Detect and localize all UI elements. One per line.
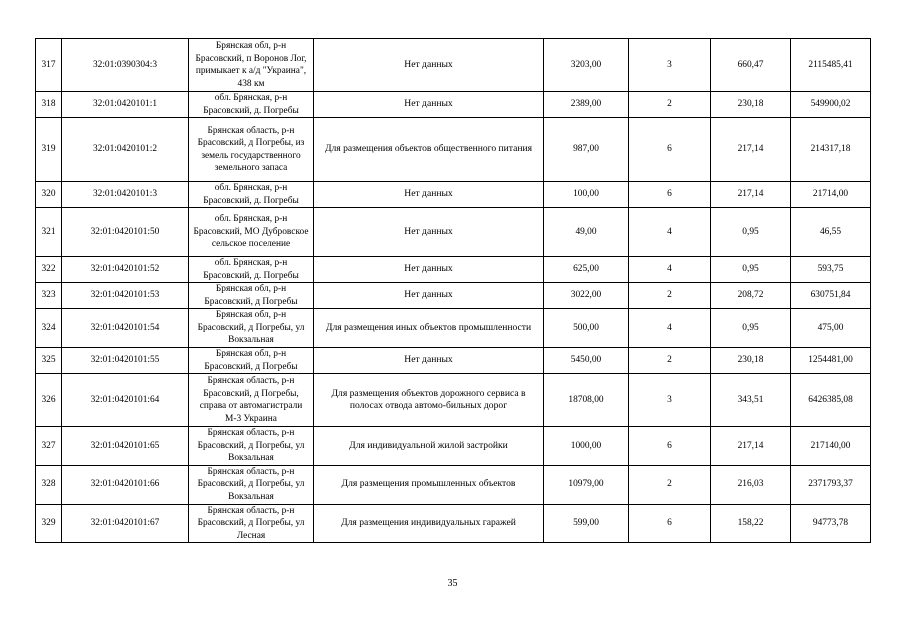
cadastral-number-cell: 32:01:0420101:52 — [62, 257, 189, 283]
permitted-use-cell: Для индивидуальной жилой застройки — [314, 427, 544, 466]
row-number-cell: 317 — [36, 39, 62, 92]
specific-value-cell: 230,18 — [711, 348, 791, 374]
cadastral-value-cell: 21714,00 — [791, 182, 871, 208]
table-row — [36, 257, 871, 283]
cadastral-value-cell: 6426385,08 — [791, 374, 871, 427]
cadastral-number-cell: 32:01:0420101:3 — [62, 182, 189, 208]
cadastral-number-cell: 32:01:0420101:64 — [62, 374, 189, 427]
permitted-use-cell: Нет данных — [314, 92, 544, 118]
permitted-use-cell: Нет данных — [314, 182, 544, 208]
group-cell: 4 — [629, 309, 711, 348]
specific-value-cell: 216,03 — [711, 465, 791, 504]
group-cell: 6 — [629, 118, 711, 182]
row-number-cell: 321 — [36, 208, 62, 257]
cadastral-value-cell: 94773,78 — [791, 504, 871, 543]
table-row — [36, 283, 871, 309]
permitted-use-cell: Для размещения промышленных объектов — [314, 465, 544, 504]
row-number-cell: 322 — [36, 257, 62, 283]
table-row — [36, 348, 871, 374]
area-cell: 5450,00 — [544, 348, 629, 374]
group-cell: 4 — [629, 257, 711, 283]
cadastral-number-cell: 32:01:0420101:65 — [62, 427, 189, 466]
cadastral-value-cell: 630751,84 — [791, 283, 871, 309]
group-cell: 2 — [629, 92, 711, 118]
group-cell: 4 — [629, 208, 711, 257]
address-cell: Брянская область, р-н Брасовский, д Погребы, ул Вокзальная — [189, 427, 314, 466]
area-cell: 987,00 — [544, 118, 629, 182]
address-cell: обл. Брянская, р-н Брасовский, д. Погребы — [189, 92, 314, 118]
address-cell: Брянская обл, р-н Брасовский, д Погребы — [189, 283, 314, 309]
cadastral-value-table — [35, 38, 871, 543]
table-row — [36, 182, 871, 208]
table-row — [36, 92, 871, 118]
specific-value-cell: 0,95 — [711, 208, 791, 257]
area-cell: 18708,00 — [544, 374, 629, 427]
group-cell: 2 — [629, 283, 711, 309]
area-cell: 625,00 — [544, 257, 629, 283]
address-cell: Брянская область, р-н Брасовский, д Погребы, из земель государственного земельного запаса — [189, 118, 314, 182]
table-row — [36, 504, 871, 543]
row-number-cell: 325 — [36, 348, 62, 374]
cadastral-value-cell: 475,00 — [791, 309, 871, 348]
address-cell: Брянская обл, р-н Брасовский, д Погребы — [189, 348, 314, 374]
address-cell: обл. Брянская, р-н Брасовский, д. Погребы — [189, 182, 314, 208]
specific-value-cell: 0,95 — [711, 309, 791, 348]
row-number-cell: 323 — [36, 283, 62, 309]
permitted-use-cell: Для размещения объектов дорожного сервиса в полосах отвода автомо-бильных дорог — [314, 374, 544, 427]
table-row — [36, 118, 871, 182]
cadastral-value-cell: 1254481,00 — [791, 348, 871, 374]
permitted-use-cell: Нет данных — [314, 348, 544, 374]
cadastral-number-cell: 32:01:0420101:50 — [62, 208, 189, 257]
permitted-use-cell: Нет данных — [314, 39, 544, 92]
table-row — [36, 465, 871, 504]
area-cell: 49,00 — [544, 208, 629, 257]
cadastral-number-cell: 32:01:0390304:3 — [62, 39, 189, 92]
address-cell: обл. Брянская, р-н Брасовский, д. Погребы — [189, 257, 314, 283]
cadastral-number-cell: 32:01:0420101:54 — [62, 309, 189, 348]
row-number-cell: 324 — [36, 309, 62, 348]
cadastral-value-cell: 217140,00 — [791, 427, 871, 466]
address-cell: Брянская область, р-н Брасовский, д Погребы, ул Вокзальная — [189, 465, 314, 504]
cadastral-number-cell: 32:01:0420101:53 — [62, 283, 189, 309]
specific-value-cell: 217,14 — [711, 118, 791, 182]
address-cell: Брянская обл, р-н Брасовский, д Погребы, ул Вокзальная — [189, 309, 314, 348]
specific-value-cell: 0,95 — [711, 257, 791, 283]
row-number-cell: 327 — [36, 427, 62, 466]
table-body — [36, 39, 871, 543]
permitted-use-cell: Нет данных — [314, 257, 544, 283]
area-cell: 599,00 — [544, 504, 629, 543]
group-cell: 6 — [629, 427, 711, 466]
cadastral-value-cell: 46,55 — [791, 208, 871, 257]
permitted-use-cell: Нет данных — [314, 208, 544, 257]
table-row — [36, 427, 871, 466]
cadastral-value-cell: 2115485,41 — [791, 39, 871, 92]
area-cell: 3022,00 — [544, 283, 629, 309]
address-cell: Брянская область, р-н Брасовский, д Погребы, ул Лесная — [189, 504, 314, 543]
area-cell: 2389,00 — [544, 92, 629, 118]
row-number-cell: 318 — [36, 92, 62, 118]
address-cell: Брянская область, р-н Брасовский, д Погребы, справа от автомагистрали М-3 Украина — [189, 374, 314, 427]
specific-value-cell: 158,22 — [711, 504, 791, 543]
table-row — [36, 39, 871, 92]
cadastral-number-cell: 32:01:0420101:67 — [62, 504, 189, 543]
group-cell: 2 — [629, 348, 711, 374]
row-number-cell: 319 — [36, 118, 62, 182]
address-cell: Брянская обл, р-н Брасовский, п Воронов Лог, примыкает к а/д "Украина", 438 км — [189, 39, 314, 92]
cadastral-number-cell: 32:01:0420101:2 — [62, 118, 189, 182]
cadastral-number-cell: 32:01:0420101:66 — [62, 465, 189, 504]
specific-value-cell: 230,18 — [711, 92, 791, 118]
area-cell: 500,00 — [544, 309, 629, 348]
table-row — [36, 309, 871, 348]
group-cell: 6 — [629, 504, 711, 543]
cadastral-number-cell: 32:01:0420101:55 — [62, 348, 189, 374]
address-cell: обл. Брянская, р-н Брасовский, МО Дубровское сельское поселение — [189, 208, 314, 257]
specific-value-cell: 208,72 — [711, 283, 791, 309]
row-number-cell: 320 — [36, 182, 62, 208]
area-cell: 10979,00 — [544, 465, 629, 504]
table-row — [36, 208, 871, 257]
cadastral-value-cell: 214317,18 — [791, 118, 871, 182]
specific-value-cell: 660,47 — [711, 39, 791, 92]
group-cell: 6 — [629, 182, 711, 208]
area-cell: 100,00 — [544, 182, 629, 208]
group-cell: 3 — [629, 39, 711, 92]
row-number-cell: 326 — [36, 374, 62, 427]
group-cell: 3 — [629, 374, 711, 427]
area-cell: 1000,00 — [544, 427, 629, 466]
permitted-use-cell: Для размещения индивидуальных гаражей — [314, 504, 544, 543]
permitted-use-cell: Нет данных — [314, 283, 544, 309]
cadastral-value-cell: 593,75 — [791, 257, 871, 283]
table-row — [36, 374, 871, 427]
cadastral-value-cell: 2371793,37 — [791, 465, 871, 504]
specific-value-cell: 343,51 — [711, 374, 791, 427]
permitted-use-cell: Для размещения иных объектов промышленности — [314, 309, 544, 348]
area-cell: 3203,00 — [544, 39, 629, 92]
row-number-cell: 329 — [36, 504, 62, 543]
specific-value-cell: 217,14 — [711, 182, 791, 208]
row-number-cell: 328 — [36, 465, 62, 504]
permitted-use-cell: Для размещения объектов общественного питания — [314, 118, 544, 182]
specific-value-cell: 217,14 — [711, 427, 791, 466]
page-number: 35 — [447, 578, 458, 589]
cadastral-number-cell: 32:01:0420101:1 — [62, 92, 189, 118]
cadastral-value-cell: 549900,02 — [791, 92, 871, 118]
group-cell: 2 — [629, 465, 711, 504]
